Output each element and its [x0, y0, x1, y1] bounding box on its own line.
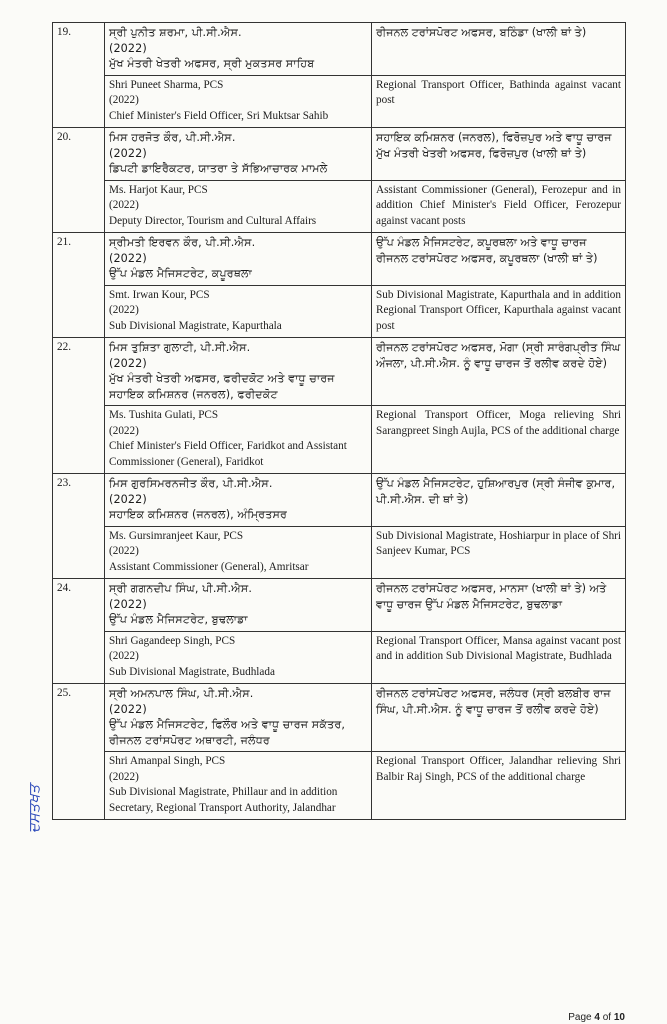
officer-name-english: [105, 180, 372, 233]
officer-name-punjabi: [105, 23, 372, 76]
officer-name-english: [105, 526, 372, 579]
officer-name-english-line: Deputy Director, Tourism and Cultural Affairs: [109, 214, 317, 227]
new-posting-english: Assistant Commissioner (General), Ferozepur and in addition Chief Minister's Field Officer, Ferozepur against vacant posts: [372, 180, 626, 233]
officer-name-english-line: (2022): [109, 770, 139, 783]
officer-name-english-line: Ms. Tushita Gulati, PCS: [109, 409, 219, 421]
officer-name-english-line: Sub Divisional Magistrate, Budhlada: [109, 665, 275, 678]
officer-name-english-line: Chief Minister's Field Officer, Faridkot and Assistant Commissioner (General), Faridkot: [109, 440, 347, 468]
serial-number: 23.: [53, 474, 105, 579]
new-posting-punjabi: ਰੀਜਨਲ ਟਰਾਂਸਪੋਰਟ ਅਫਸਰ, ਮਾਨਸਾ (ਖਾਲੀ ਥਾਂ ਤੇ) ਅਤੇ ਵਾਧੂ ਚਾਰਜ ਉੱਪ ਮੰਡਲ ਮੈਜਿਸਟਰੇਟ, ਬੁਢਲਾਡਾ: [372, 579, 626, 632]
officer-name-english: [105, 75, 372, 128]
officer-name-punjabi-line: (2022): [109, 597, 147, 611]
punjabi-row: [53, 684, 626, 752]
officer-name-punjabi-line: (2022): [109, 251, 147, 265]
serial-number: 22.: [53, 338, 105, 474]
officer-name-punjabi-line: ਡਿਪਟੀ ਡਾਇਰੈਕਟਰ, ਯਾਤਰਾ ਤੇ ਸੱਭਿਆਚਾਰਕ ਮਾਮਲੇ: [109, 162, 328, 175]
officer-name-punjabi: [105, 128, 372, 181]
new-posting-punjabi: ਉੱਪ ਮੰਡਲ ਮੈਜਿਸਟਰੇਟ, ਹੁਸ਼ਿਆਰਪੁਰ (ਸ੍ਰੀ ਸੰਜੀਵ ਕੁਮਾਰ, ਪੀ.ਸੀ.ਐਸ. ਦੀ ਥਾਂ ਤੇ): [372, 474, 626, 527]
officer-name-punjabi-line: ਸ੍ਰੀ ਗਗਨਦੀਪ ਸਿੰਘ, ਪੀ.ਸੀ.ਐਸ.: [109, 582, 253, 595]
new-posting-english: Sub Divisional Magistrate, Kapurthala and in addition Regional Transport Officer, Kapurthala against vacant post: [372, 285, 626, 338]
english-row: [53, 180, 626, 233]
officer-name-punjabi-line: ਸ੍ਰੀ ਪੁਨੀਤ ਸ਼ਰਮਾ, ਪੀ.ਸੀ.ਐਸ.: [109, 26, 242, 39]
officer-name-punjabi-line: (2022): [109, 702, 147, 716]
serial-number: 25.: [53, 684, 105, 820]
new-posting-english: Sub Divisional Magistrate, Hoshiarpur in place of Shri Sanjeev Kumar, PCS: [372, 526, 626, 579]
serial-number: 24.: [53, 579, 105, 684]
officer-name-english-line: Shri Puneet Sharma, PCS: [109, 78, 224, 91]
signature: [16, 740, 46, 890]
officer-name-punjabi-line: (2022): [109, 146, 147, 160]
officer-name-punjabi: [105, 233, 372, 286]
officer-name-punjabi: [105, 579, 372, 632]
officer-name-english-line: Chief Minister's Field Officer, Sri Muktsar Sahib: [109, 109, 329, 122]
page-current: 4: [594, 1012, 600, 1023]
officer-name-punjabi-line: ਮਿਸ ਹਰਜੋਤ ਕੌਰ, ਪੀ.ਸੀ.ਐਸ.: [109, 131, 236, 144]
officer-name-english-line: (2022): [109, 304, 139, 316]
new-posting-english: Regional Transport Officer, Jalandhar relieving Shri Balbir Raj Singh, PCS of the additional charge: [372, 752, 626, 820]
officer-name-english: [105, 631, 372, 684]
officer-name-english-line: Shri Gagandeep Singh, PCS: [109, 634, 236, 647]
officer-name-punjabi: [105, 474, 372, 527]
officer-name-punjabi-line: ਮੁੱਖ ਮੰਤਰੀ ਖੇਤਰੀ ਅਫਸਰ, ਸ੍ਰੀ ਮੁਕਤਸਰ ਸਾਹਿਬ: [109, 57, 315, 70]
officer-name-english-line: Assistant Commissioner (General), Amritsar: [109, 560, 309, 573]
officer-name-english-line: (2022): [109, 199, 139, 211]
officer-name-punjabi-line: ਮਿਸ ਗੁਰਸਿਮਰਨਜੀਤ ਕੌਰ, ਪੀ.ਸੀ.ਐਸ.: [109, 477, 273, 490]
officer-name-punjabi-line: (2022): [109, 492, 147, 506]
punjabi-row: [53, 579, 626, 632]
postings-table-body: [53, 23, 626, 820]
officer-name-english-line: (2022): [109, 650, 139, 662]
officer-name-english: [105, 406, 372, 474]
officer-name-punjabi-line: (2022): [109, 41, 147, 55]
officer-name-english: [105, 752, 372, 820]
new-posting-punjabi: ਰੀਜਨਲ ਟਰਾਂਸਪੋਰਟ ਅਫਸਰ, ਮੋਗਾ (ਸ੍ਰੀ ਸਾਰੰਗਪ੍ਰੀਤ ਸਿੰਘ ਔਜਲਾ, ਪੀ.ਸੀ.ਐਸ. ਨੂੰ ਵਾਧੂ ਚਾਰਜ ਤੋਂ ਰਲੀਵ ਕਰਦੇ ਹੋਏ): [372, 338, 626, 406]
page-prefix: Page: [568, 1012, 595, 1023]
officer-name-english-line: Sub Divisional Magistrate, Kapurthala: [109, 319, 282, 332]
new-posting-punjabi: ਉੱਪ ਮੰਡਲ ਮੈਜਿਸਟਰੇਟ, ਕਪੂਰਥਲਾ ਅਤੇ ਵਾਧੂ ਚਾਰਜ ਰੀਜਨਲ ਟਰਾਂਸਪੋਰਟ ਅਫਸਰ, ਕਪੂਰਥਲਾ (ਖਾਲੀ ਥਾਂ ਤੇ): [372, 233, 626, 286]
officer-name-english-line: Sub Divisional Magistrate, Phillaur and in addition Secretary, Regional Transport Authority, Jalandhar: [109, 786, 338, 814]
english-row: [53, 406, 626, 474]
english-row: [53, 285, 626, 338]
english-row: [53, 752, 626, 820]
new-posting-english: Regional Transport Officer, Moga relieving Shri Sarangpreet Singh Aujla, PCS of the additional charge: [372, 406, 626, 474]
english-row: [53, 75, 626, 128]
officer-name-punjabi-line: ਮਿਸ ਤੁਸ਼ਿਤਾ ਗੁਲਾਟੀ, ਪੀ.ਸੀ.ਐਸ.: [109, 341, 251, 354]
page-middle: of: [599, 1012, 614, 1023]
officer-name-punjabi: [105, 338, 372, 406]
page-number: [568, 1012, 625, 1023]
officer-name-english-line: (2022): [109, 94, 139, 106]
serial-number: 20.: [53, 128, 105, 233]
officer-name-english-line: Smt. Irwan Kour, PCS: [109, 288, 210, 301]
officer-name-english: [105, 285, 372, 338]
punjabi-row: [53, 23, 626, 76]
officer-name-english-line: (2022): [109, 424, 139, 437]
officer-name-punjabi-line: ਉੱਪ ਮੰਡਲ ਮੈਜਿਸਟਰੇਟ, ਕਪੂਰਥਲਾ: [109, 267, 252, 280]
officer-name-punjabi: [105, 684, 372, 752]
serial-number: 19.: [53, 23, 105, 128]
punjabi-row: [53, 128, 626, 181]
punjabi-row: [53, 338, 626, 406]
new-posting-punjabi: ਸਹਾਇਕ ਕਮਿਸ਼ਨਰ (ਜਨਰਲ), ਫਿਰੋਜ਼ਪੁਰ ਅਤੇ ਵਾਧੂ ਚਾਰਜ ਮੁੱਖ ਮੰਤਰੀ ਖੇਤਰੀ ਅਫਸਰ, ਫਿਰੋਜ਼ਪੁਰ (ਖਾਲੀ ਥਾਂ ਤੇ): [372, 128, 626, 181]
officer-name-punjabi-line: ਮੁੱਖ ਮੰਤਰੀ ਖੇਤਰੀ ਅਫਸਰ, ਫਰੀਦਕੋਟ ਅਤੇ ਵਾਧੂ ਚਾਰਜ ਸਹਾਇਕ ਕਮਿਸ਼ਨਰ (ਜਨਰਲ), ਫਰੀਦਕੋਟ: [109, 372, 335, 401]
serial-number: 21.: [53, 233, 105, 338]
officer-name-punjabi-line: ਸਹਾਇਕ ਕਮਿਸ਼ਨਰ (ਜਨਰਲ), ਅੰਮ੍ਰਿਤਸਰ: [109, 508, 288, 521]
punjabi-row: [53, 233, 626, 286]
english-row: [53, 631, 626, 684]
officer-name-punjabi-line: ਉੱਪ ਮੰਡਲ ਮੈਜਿਸਟਰੇਟ, ਬੁਢਲਾਡਾ: [109, 613, 248, 626]
postings-table: [52, 22, 626, 820]
new-posting-punjabi: ਰੀਜਨਲ ਟਰਾਂਸਪੋਰਟ ਅਫਸਰ, ਬਠਿੰਡਾ (ਖਾਲੀ ਥਾਂ ਤੇ): [372, 23, 626, 76]
english-row: [53, 526, 626, 579]
officer-name-punjabi-line: ਸ੍ਰੀਮਤੀ ਇਰਵਨ ਕੌਰ, ਪੀ.ਸੀ.ਐਸ.: [109, 236, 256, 249]
officer-name-english-line: Ms. Harjot Kaur, PCS: [109, 183, 208, 196]
page-total: 10: [613, 1012, 625, 1023]
officer-name-punjabi-line: (2022): [109, 356, 147, 370]
officer-name-english-line: (2022): [109, 545, 139, 557]
officer-name-punjabi-line: ਸ੍ਰੀ ਅਮਨਪਾਲ ਸਿੰਘ, ਪੀ.ਸੀ.ਐਸ.: [109, 687, 254, 700]
officer-name-english-line: Shri Amanpal Singh, PCS: [109, 755, 226, 767]
punjabi-row: [53, 474, 626, 527]
new-posting-english: Regional Transport Officer, Bathinda against vacant post: [372, 75, 626, 128]
new-posting-english: Regional Transport Officer, Mansa against vacant post and in addition Sub Divisional Magistrate, Budhlada: [372, 631, 626, 684]
officer-name-punjabi-line: ਉੱਪ ਮੰਡਲ ਮੈਜਿਸਟਰੇਟ, ਫਿਲੌਰ ਅਤੇ ਵਾਧੂ ਚਾਰਜ ਸਕੱਤਰ, ਰੀਜਨਲ ਟਰਾਂਸਪੋਰਟ ਅਥਾਰਟੀ, ਜਲੰਧਰ: [109, 718, 346, 747]
signature-handwriting: ਦਸਤਖਤ: [25, 784, 43, 834]
officer-name-english-line: Ms. Gursimranjeet Kaur, PCS: [109, 529, 244, 542]
new-posting-punjabi: ਰੀਜਨਲ ਟਰਾਂਸਪੋਰਟ ਅਫਸਰ, ਜਲੰਧਰ (ਸ੍ਰੀ ਬਲਬੀਰ ਰਾਜ ਸਿੰਘ, ਪੀ.ਸੀ.ਐਸ. ਨੂੰ ਵਾਧੂ ਚਾਰਜ ਤੋਂ ਰਲੀਵ ਕਰਦੇ ਹੋਏ): [372, 684, 626, 752]
